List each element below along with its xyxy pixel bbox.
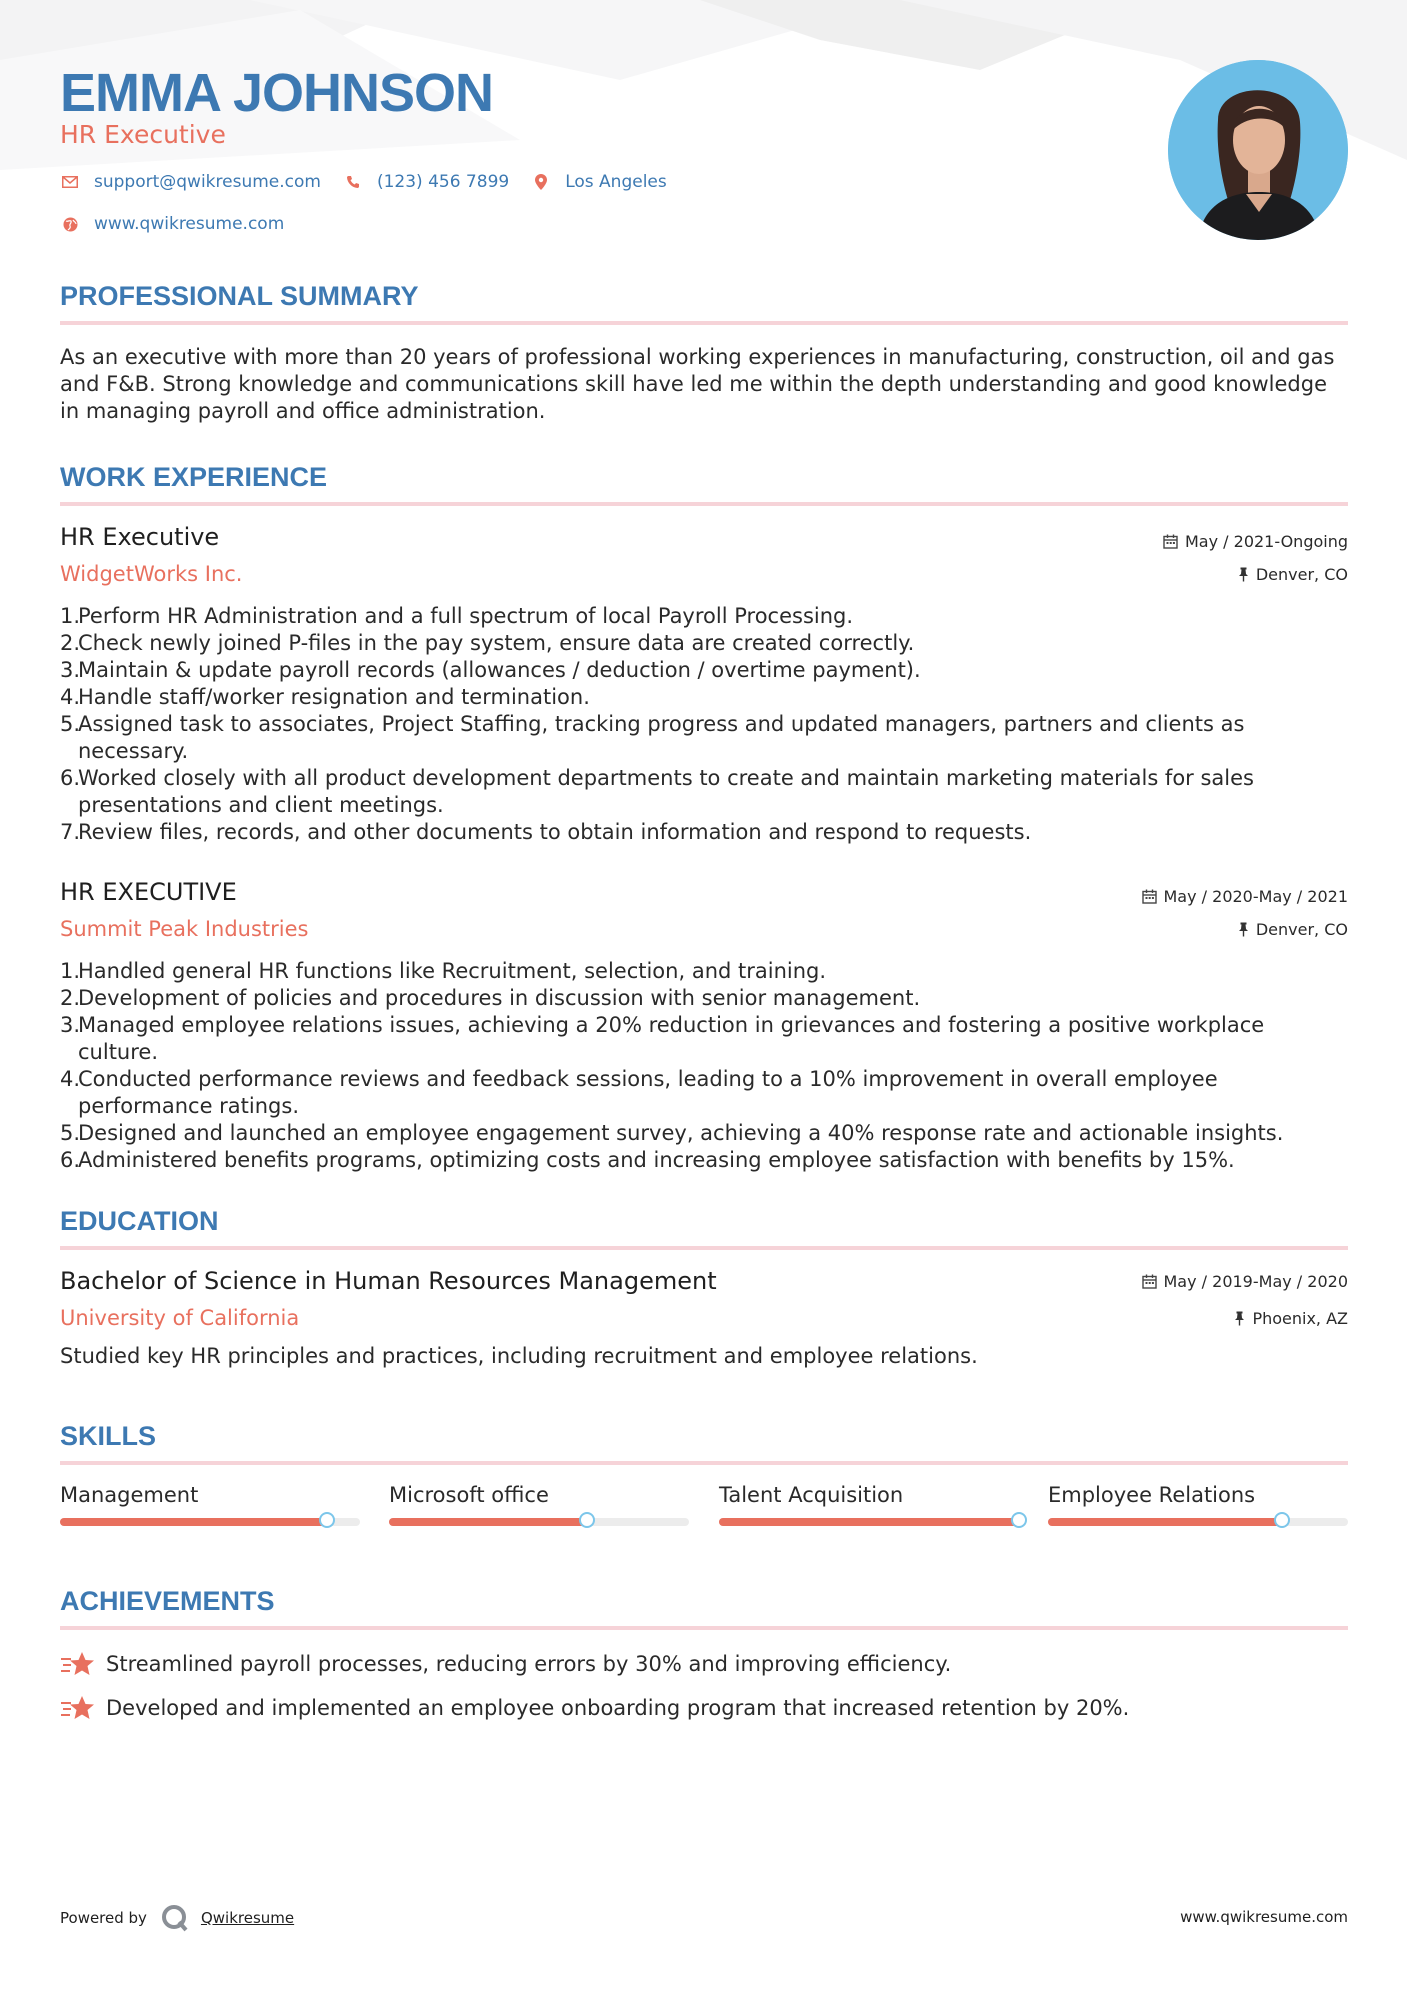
job-location-text: Denver, CO	[1255, 565, 1348, 584]
calendar-icon	[1142, 889, 1157, 904]
list-item: 6. Administered benefits programs, optimizing costs and increasing employee satisfaction with benefits by 15%.	[60, 1148, 1235, 1172]
email-link[interactable]: support@qwikresume.com	[94, 172, 321, 192]
list-item: 5. Assigned task to associates, Project Staffing, tracking progress and updated managers, partners and clients as necessary.	[60, 712, 1245, 763]
list-item: 4. Conducted performance reviews and feedback sessions, leading to a 10% improvement in overall employee performance ratings.	[60, 1067, 1218, 1118]
achievement-item	[60, 1649, 951, 1679]
shooting-star-icon	[60, 1693, 94, 1723]
footer-site-link[interactable]: www.qwikresume.com	[1180, 1908, 1348, 1926]
section-title-experience: WORK EXPERIENCE	[60, 462, 328, 492]
job-location	[1238, 920, 1348, 939]
qwikresume-link[interactable]: Qwikresume	[200, 1909, 295, 1927]
list-item: 3. Maintain & update payroll records (allowances / deduction / overtime payment).	[60, 658, 921, 682]
skill-label: Talent Acquisition	[719, 1483, 904, 1507]
website-link[interactable]: www.qwikresume.com	[94, 214, 285, 234]
phone-icon	[343, 172, 363, 192]
job-location	[1238, 565, 1348, 584]
skill-track	[1048, 1518, 1348, 1526]
job-dates	[1163, 532, 1348, 551]
list-item: 4. Handle staff/worker resignation and termination.	[60, 685, 590, 709]
shooting-star-icon	[60, 1649, 94, 1679]
section-divider	[60, 1246, 1348, 1250]
section-title-summary: PROFESSIONAL SUMMARY	[60, 281, 419, 311]
candidate-role: HR Executive	[60, 120, 226, 149]
skill-item	[719, 1483, 1019, 1507]
globe-icon	[60, 214, 80, 234]
candidate-name: EMMA JOHNSON	[60, 63, 494, 123]
qwikresume-logo-icon	[161, 1904, 189, 1932]
pushpin-icon	[1238, 922, 1249, 937]
section-divider	[60, 1461, 1348, 1465]
job-company: Summit Peak Industries	[60, 917, 309, 941]
list-item: 7. Review files, records, and other documents to obtain information and respond to requests.	[60, 820, 1032, 844]
education-location	[1234, 1309, 1348, 1328]
phone-number[interactable]: (123) 456 7899	[376, 172, 510, 192]
skill-fill	[719, 1518, 1019, 1526]
skill-label: Employee Relations	[1048, 1483, 1256, 1507]
job-duties-list	[60, 603, 1348, 846]
pushpin-icon	[1234, 1311, 1245, 1326]
skill-track	[719, 1518, 1019, 1526]
skill-fill	[389, 1518, 587, 1526]
job-dates-text: May / 2020-May / 2021	[1163, 887, 1348, 906]
education-description: Studied key HR principles and practices, including recruitment and employee relations.	[60, 1344, 978, 1368]
list-item: 6. Worked closely with all product development departments to create and maintain marketing materials for sales presentations and client meetings.	[60, 766, 1254, 817]
job-title: HR Executive	[60, 523, 220, 551]
skill-track	[389, 1518, 689, 1526]
section-divider	[60, 321, 1348, 325]
skill-label: Management	[60, 1483, 199, 1507]
skill-item	[60, 1483, 360, 1507]
section-title-achievements: ACHIEVEMENTS	[60, 1586, 275, 1616]
job-company: WidgetWorks Inc.	[60, 562, 243, 586]
achievement-text: Streamlined payroll processes, reducing errors by 30% and improving efficiency.	[106, 1652, 952, 1676]
job-duties-list	[60, 958, 1348, 1174]
skill-label: Microsoft office	[389, 1483, 549, 1507]
achievement-text: Developed and implemented an employee onboarding program that increased retention by 20%.	[106, 1696, 1130, 1720]
location-text: Los Angeles	[565, 172, 667, 192]
degree-title: Bachelor of Science in Human Resources Management	[60, 1267, 717, 1295]
list-item: 1. Handled general HR functions like Recruitment, selection, and training.	[60, 959, 827, 983]
list-item: 3. Managed employee relations issues, achieving a 20% reduction in grievances and fostering a positive workplace culture.	[60, 1013, 1265, 1064]
profile-photo	[1168, 60, 1348, 240]
list-item: 1. Perform HR Administration and a full spectrum of local Payroll Processing.	[60, 604, 854, 628]
section-divider	[60, 1626, 1348, 1630]
footer-powered-by	[60, 1904, 294, 1932]
education-dates	[1142, 1272, 1349, 1291]
envelope-icon	[60, 172, 80, 192]
skill-knob	[1274, 1512, 1290, 1528]
job-location-text: Denver, CO	[1255, 920, 1348, 939]
job-title: HR EXECUTIVE	[60, 878, 237, 906]
skill-knob	[319, 1512, 335, 1528]
list-item: 2. Check newly joined P-files in the pay system, ensure data are created correctly.	[60, 631, 915, 655]
education-dates-text: May / 2019-May / 2020	[1163, 1272, 1348, 1291]
calendar-icon	[1142, 1274, 1157, 1289]
contact-row	[60, 172, 689, 192]
skill-item	[1048, 1483, 1348, 1507]
summary-text: As an executive with more than 20 years of professional working experiences in manufacturing, construction, oil and gas and F&B. Strong knowledge and communications skill have led me within the depth understanding and good knowledge in managing payroll and office administration.	[60, 345, 1335, 423]
section-title-education: EDUCATION	[60, 1206, 219, 1236]
list-item: 2. Development of policies and procedures in discussion with senior management.	[60, 986, 921, 1010]
job-dates	[1142, 887, 1349, 906]
skill-track	[60, 1518, 360, 1526]
skill-knob	[1011, 1512, 1027, 1528]
skill-item	[389, 1483, 689, 1507]
job-dates-text: May / 2021-Ongoing	[1185, 532, 1348, 551]
list-item: 5. Designed and launched an employee engagement survey, achieving a 40% response rate and actionable insights.	[60, 1121, 1284, 1145]
school-name: University of California	[60, 1306, 300, 1330]
achievement-item	[60, 1693, 1129, 1723]
section-title-skills: SKILLS	[60, 1421, 157, 1451]
skill-fill	[60, 1518, 327, 1526]
section-divider	[60, 502, 1348, 506]
pushpin-icon	[1238, 567, 1249, 582]
education-location-text: Phoenix, AZ	[1252, 1309, 1348, 1328]
map-pin-icon	[531, 172, 551, 192]
website-row	[60, 214, 306, 234]
skill-fill	[1048, 1518, 1282, 1526]
powered-by-label: Powered by	[60, 1909, 147, 1927]
calendar-icon	[1163, 534, 1178, 549]
skill-knob	[579, 1512, 595, 1528]
